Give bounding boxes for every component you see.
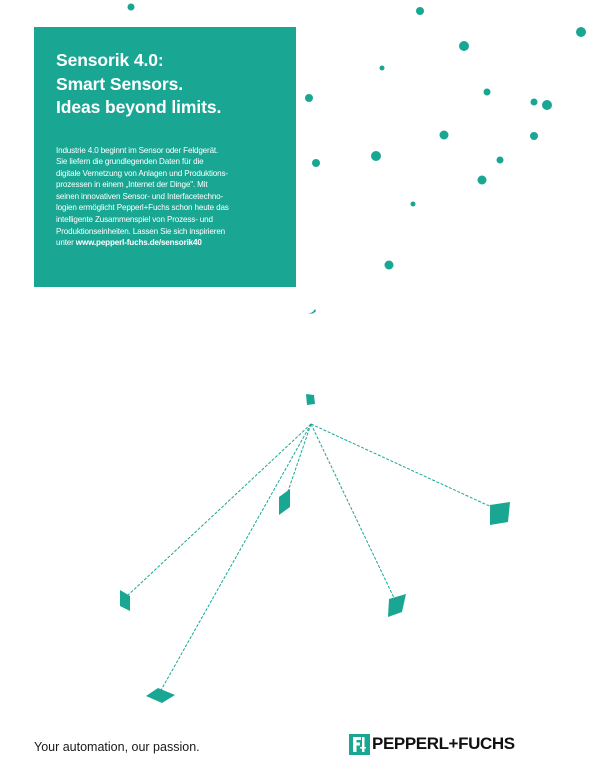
dot	[416, 7, 424, 15]
dot	[312, 159, 320, 167]
sensor-node	[120, 590, 130, 611]
body-url-prefix: unter	[56, 238, 76, 248]
dot	[530, 132, 538, 140]
headline-line: Ideas beyond limits.	[56, 97, 222, 117]
dot-fragment	[308, 309, 316, 314]
link-line	[285, 424, 311, 500]
body-line: intelligente Zusammenspiel von Prozess- und	[56, 215, 213, 225]
sensor-node	[388, 594, 406, 617]
sensor-node	[490, 502, 510, 525]
dot	[385, 261, 394, 270]
link-line	[311, 424, 498, 510]
dot	[542, 100, 552, 110]
dot	[371, 151, 381, 161]
sensor-node	[146, 688, 175, 703]
body-line: Produktionseinheiten. Lassen Sie sich inspirieren	[56, 226, 226, 236]
intro-panel	[34, 27, 296, 287]
dot	[380, 66, 385, 71]
sensor-network	[120, 394, 510, 703]
headline	[56, 49, 282, 120]
headline-line: Smart Sensors.	[56, 73, 183, 94]
dot	[440, 131, 449, 140]
body-line: Sie liefern die grundlegenden Daten für die	[56, 157, 204, 167]
dot	[305, 94, 313, 102]
body-line: seinen innovativen Sensor- und Interfacetechno-	[56, 191, 224, 201]
body-line: logien ermöglicht Pepperl+Fuchs schon heute das	[56, 203, 229, 213]
dot	[478, 176, 487, 185]
brand-name: PEPPERL+FUCHS	[372, 734, 515, 753]
link-line	[311, 424, 395, 600]
hub-node	[306, 394, 315, 405]
slogan: Your automation, our passion.	[34, 740, 200, 754]
pepperl-fuchs-logo-icon	[349, 734, 370, 755]
body-line: prozessen in einem „Internet der Dinge". Mit	[56, 180, 208, 190]
campaign-link[interactable]: www.pepperl-fuchs.de/sensorik40	[75, 238, 202, 248]
link-line	[160, 424, 311, 692]
body-line-last	[56, 237, 282, 249]
dot	[459, 41, 469, 51]
dot	[576, 27, 586, 37]
body-text	[56, 145, 282, 249]
dot	[484, 89, 491, 96]
dot	[128, 4, 135, 11]
headline-line: Sensorik 4.0:	[56, 50, 164, 70]
dot	[531, 99, 538, 106]
dot	[411, 202, 416, 207]
dot	[497, 157, 504, 164]
body-line: Industrie 4.0 beginnt im Sensor oder Feldgerät.	[56, 145, 219, 155]
sensor-node	[279, 489, 290, 515]
brand-lockup	[349, 733, 515, 755]
body-line: digitale Vernetzung von Anlagen und Produktions-	[56, 168, 228, 178]
